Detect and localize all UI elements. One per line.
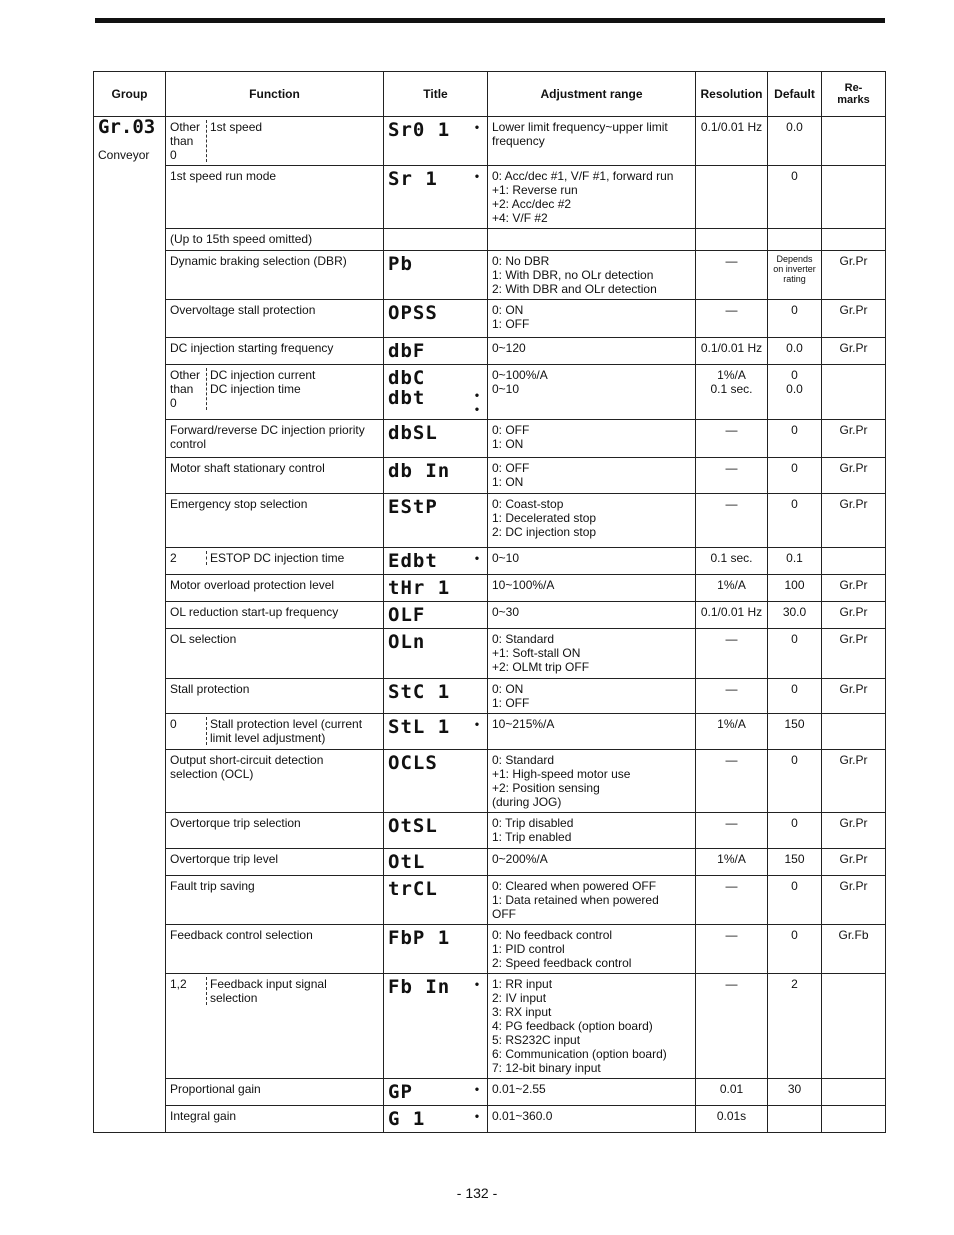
resolution-cell: 0.1/0.01 Hz xyxy=(696,338,768,365)
title-code: OLF xyxy=(388,604,426,626)
function-label: Forward/reverse DC injection priority control xyxy=(170,423,365,451)
table-row xyxy=(94,813,886,849)
parameter-table xyxy=(93,71,886,1133)
table-row xyxy=(94,300,886,338)
resolution-cell: — xyxy=(696,300,768,338)
title-code: OtSL xyxy=(388,815,438,837)
page-number: - 132 - xyxy=(456,1185,498,1201)
range-cell: 0: ON 1: OFF xyxy=(488,679,696,714)
resolution-cell: — xyxy=(696,876,768,925)
range-cell: 0~30 xyxy=(488,602,696,629)
title-code: G 1 xyxy=(388,1108,426,1130)
title-cell xyxy=(384,338,488,365)
table-row xyxy=(94,117,886,166)
title-code: OLn xyxy=(388,631,426,653)
title-code: dbF xyxy=(388,340,426,362)
function-label: Feedback control selection xyxy=(170,928,313,942)
title-cell xyxy=(384,714,488,750)
function-label: Dynamic braking selection (DBR) xyxy=(170,254,347,268)
change-mark: • • xyxy=(474,388,480,416)
title-cell xyxy=(384,300,488,338)
function-cell xyxy=(166,1079,384,1106)
function-label: Motor shaft stationary control xyxy=(170,461,325,475)
resolution-cell: 1%/A xyxy=(696,575,768,602)
title-code: OtL xyxy=(388,851,426,873)
table-row xyxy=(94,365,886,420)
range-cell: 0~100%/A 0~10 xyxy=(488,365,696,420)
function-label: Stall protection level (current limit level adjustment) xyxy=(210,717,363,745)
remarks-cell: Gr.Pr xyxy=(822,602,886,629)
condition-label: Other than 0 xyxy=(170,368,207,410)
title-cell xyxy=(384,548,488,575)
table-row xyxy=(94,849,886,876)
table-row xyxy=(94,166,886,229)
header-group: Group xyxy=(94,72,166,117)
table-row xyxy=(94,494,886,548)
range-cell: 0~120 xyxy=(488,338,696,365)
function-label: ESTOP DC injection time xyxy=(210,551,345,565)
resolution-cell: — xyxy=(696,813,768,849)
remarks-cell xyxy=(822,1106,886,1133)
resolution-cell: 0.1/0.01 Hz xyxy=(696,602,768,629)
resolution-cell: 0.1 sec. xyxy=(696,548,768,575)
table-row xyxy=(94,602,886,629)
remarks-cell: Gr.Pr xyxy=(822,458,886,494)
resolution-cell: 1%/A xyxy=(696,849,768,876)
title-code: GP xyxy=(388,1081,413,1103)
range-cell: 0: OFF 1: ON xyxy=(488,458,696,494)
default-cell: 0.0 xyxy=(768,117,822,166)
range-cell: 0: ON 1: OFF xyxy=(488,300,696,338)
function-label: Fault trip saving xyxy=(170,879,255,893)
default-cell: 100 xyxy=(768,575,822,602)
default-cell: 0.1 xyxy=(768,548,822,575)
table-row xyxy=(94,925,886,974)
default-cell: 0 xyxy=(768,458,822,494)
remarks-cell: Gr.Pr xyxy=(822,629,886,679)
function-cell xyxy=(166,679,384,714)
title-code: dbSL xyxy=(388,422,438,444)
table-row xyxy=(94,575,886,602)
default-cell: Depends on inverter rating xyxy=(768,251,822,300)
resolution-cell: — xyxy=(696,494,768,548)
title-cell xyxy=(384,1079,488,1106)
function-label: Motor overload protection level xyxy=(170,578,335,592)
default-cell: 0 xyxy=(768,494,822,548)
function-cell xyxy=(166,629,384,679)
default-cell: 0 xyxy=(768,300,822,338)
change-mark: • xyxy=(474,717,480,731)
remarks-cell xyxy=(822,229,886,251)
resolution-cell: — xyxy=(696,251,768,300)
function-label: OL selection xyxy=(170,632,237,646)
change-mark: • xyxy=(474,1109,480,1123)
range-cell: 0: Standard +1: Soft-stall ON +2: OLMt trip OFF xyxy=(488,629,696,679)
function-cell xyxy=(166,974,384,1079)
condition-label: 1,2 xyxy=(170,977,207,1005)
remarks-cell xyxy=(822,166,886,229)
function-cell xyxy=(166,251,384,300)
function-label: Overtorque trip level xyxy=(170,852,279,866)
title-code: FbP 1 xyxy=(388,927,451,949)
range-cell: 0~200%/A xyxy=(488,849,696,876)
resolution-cell: — xyxy=(696,974,768,1079)
remarks-cell: Gr.Pr xyxy=(822,494,886,548)
remarks-cell xyxy=(822,974,886,1079)
range-cell: 10~100%/A xyxy=(488,575,696,602)
title-code: StC 1 xyxy=(388,681,451,703)
resolution-cell xyxy=(696,166,768,229)
table-row xyxy=(94,974,886,1079)
function-label: Feedback input signal selection xyxy=(210,977,327,1005)
title-code: db In xyxy=(388,460,451,482)
default-cell: 0 xyxy=(768,876,822,925)
function-cell xyxy=(166,575,384,602)
function-cell xyxy=(166,365,384,420)
group-name: Conveyor xyxy=(98,148,150,162)
title-code: OPSS xyxy=(388,302,438,324)
resolution-cell: — xyxy=(696,629,768,679)
remarks-cell: Gr.Fb xyxy=(822,925,886,974)
remarks-cell xyxy=(822,365,886,420)
table-row xyxy=(94,714,886,750)
table-row xyxy=(94,251,886,300)
remarks-cell: Gr.Pr xyxy=(822,420,886,458)
function-label: 1st speed run mode xyxy=(170,169,277,183)
title-cell xyxy=(384,602,488,629)
function-label: DC injection starting frequency xyxy=(170,341,334,355)
table-row xyxy=(94,876,886,925)
default-cell: 150 xyxy=(768,714,822,750)
title-cell xyxy=(384,629,488,679)
function-label: (Up to 15th speed omitted) xyxy=(170,232,313,246)
header-default: Default xyxy=(768,72,822,117)
range-cell: 0~10 xyxy=(488,548,696,575)
condition-label: 2 xyxy=(170,551,207,565)
title-cell xyxy=(384,117,488,166)
title-code: Edbt xyxy=(388,550,438,572)
header-title: Title xyxy=(384,72,488,117)
remarks-cell: Gr.Pr xyxy=(822,679,886,714)
resolution-cell: — xyxy=(696,750,768,813)
resolution-cell: 1%/A 0.1 sec. xyxy=(696,365,768,420)
function-label: 1st speed xyxy=(210,120,263,134)
table-row xyxy=(94,420,886,458)
title-code: OCLS xyxy=(388,752,438,774)
function-cell xyxy=(166,166,384,229)
title-cell xyxy=(384,365,488,420)
function-label: Integral gain xyxy=(170,1109,237,1123)
default-cell: 150 xyxy=(768,849,822,876)
resolution-cell: — xyxy=(696,420,768,458)
title-cell xyxy=(384,750,488,813)
function-cell xyxy=(166,117,384,166)
function-cell xyxy=(166,849,384,876)
header-resolution: Resolution xyxy=(696,72,768,117)
remarks-cell: Gr.Pr xyxy=(822,813,886,849)
remarks-cell: Gr.Pr xyxy=(822,876,886,925)
header-row xyxy=(94,72,886,117)
default-cell: 0 xyxy=(768,166,822,229)
title-cell xyxy=(384,876,488,925)
function-cell xyxy=(166,458,384,494)
condition-label: 0 xyxy=(170,717,207,745)
table-row xyxy=(94,750,886,813)
function-label: Overtorque trip selection xyxy=(170,816,301,830)
table-row xyxy=(94,229,886,251)
group-cell xyxy=(94,117,166,1133)
function-label: Proportional gain xyxy=(170,1082,261,1096)
range-cell: 0: Acc/dec #1, V/F #1, forward run +1: Reverse run +2: Acc/dec #2 +4: V/F #2 xyxy=(488,166,696,229)
resolution-cell: — xyxy=(696,679,768,714)
remarks-cell xyxy=(822,548,886,575)
default-cell: 0 xyxy=(768,813,822,849)
function-label: DC injection current DC injection time xyxy=(210,368,316,396)
table-row xyxy=(94,629,886,679)
default-cell: 0.0 xyxy=(768,338,822,365)
change-mark: • xyxy=(474,120,480,134)
remarks-cell: Gr.Pr xyxy=(822,251,886,300)
title-cell xyxy=(384,925,488,974)
resolution-cell: 0.01 xyxy=(696,1079,768,1106)
table-row xyxy=(94,548,886,575)
function-cell xyxy=(166,494,384,548)
change-mark: • xyxy=(474,977,480,991)
function-cell xyxy=(166,750,384,813)
title-code: tHr 1 xyxy=(388,577,451,599)
remarks-cell xyxy=(822,1079,886,1106)
title-cell xyxy=(384,251,488,300)
title-code: Pb xyxy=(388,253,413,275)
title-cell xyxy=(384,974,488,1079)
top-rule xyxy=(95,18,885,23)
function-cell xyxy=(166,602,384,629)
title-code: StL 1 xyxy=(388,716,451,738)
title-cell xyxy=(384,575,488,602)
title-cell xyxy=(384,229,488,251)
function-label: Output short-circuit detection selection (OCL) xyxy=(170,753,324,781)
range-cell: 10~215%/A xyxy=(488,714,696,750)
header-function: Function xyxy=(166,72,384,117)
function-cell xyxy=(166,925,384,974)
table-row xyxy=(94,1079,886,1106)
resolution-cell: — xyxy=(696,458,768,494)
title-cell xyxy=(384,849,488,876)
default-cell xyxy=(768,229,822,251)
change-mark: • xyxy=(474,1082,480,1096)
default-cell: 0 xyxy=(768,679,822,714)
range-cell: 1: RR input 2: IV input 3: RX input 4: PG feedback (option board) 5: RS232C input 6: Communication (option board) 7: 12-bit binary input xyxy=(488,974,696,1079)
resolution-cell xyxy=(696,229,768,251)
default-cell: 0 xyxy=(768,629,822,679)
remarks-cell: Gr.Pr xyxy=(822,849,886,876)
function-cell xyxy=(166,300,384,338)
resolution-cell: 0.1/0.01 Hz xyxy=(696,117,768,166)
default-cell: 30.0 xyxy=(768,602,822,629)
range-cell: Lower limit frequency~upper limit frequency xyxy=(488,117,696,166)
function-cell xyxy=(166,876,384,925)
function-cell xyxy=(166,1106,384,1133)
title-code: Sr 1 xyxy=(388,168,438,190)
default-cell: 2 xyxy=(768,974,822,1079)
change-mark: • xyxy=(474,551,480,565)
range-cell: 0: Trip disabled 1: Trip enabled xyxy=(488,813,696,849)
remarks-cell xyxy=(822,714,886,750)
range-cell: 0: Standard +1: High-speed motor use +2: Position sensing (during JOG) xyxy=(488,750,696,813)
title-code: dbC dbt xyxy=(388,367,426,409)
function-cell xyxy=(166,813,384,849)
function-label: Emergency stop selection xyxy=(170,497,308,511)
resolution-cell: — xyxy=(696,925,768,974)
header-remarks: Re- marks xyxy=(822,72,886,117)
function-cell xyxy=(166,714,384,750)
range-cell: 0: Cleared when powered OFF 1: Data retained when powered OFF xyxy=(488,876,696,925)
function-cell xyxy=(166,548,384,575)
table-row xyxy=(94,338,886,365)
function-cell xyxy=(166,229,384,251)
remarks-cell: Gr.Pr xyxy=(822,750,886,813)
default-cell: 0 xyxy=(768,420,822,458)
header-range: Adjustment range xyxy=(488,72,696,117)
table-row xyxy=(94,1106,886,1133)
title-cell xyxy=(384,1106,488,1133)
group-code: Gr.03 xyxy=(98,116,156,138)
function-label: Overvoltage stall protection xyxy=(170,303,316,317)
default-cell: 30 xyxy=(768,1079,822,1106)
title-code: Fb In xyxy=(388,976,451,998)
function-cell xyxy=(166,420,384,458)
title-cell xyxy=(384,420,488,458)
change-mark: • xyxy=(474,169,480,183)
default-cell xyxy=(768,1106,822,1133)
function-label: OL reduction start-up frequency xyxy=(170,605,339,619)
title-cell xyxy=(384,679,488,714)
title-cell xyxy=(384,458,488,494)
function-label: Stall protection xyxy=(170,682,250,696)
remarks-cell xyxy=(822,117,886,166)
remarks-cell: Gr.Pr xyxy=(822,575,886,602)
title-code: trCL xyxy=(388,878,438,900)
remarks-cell: Gr.Pr xyxy=(822,300,886,338)
default-cell: 0 0.0 xyxy=(768,365,822,420)
remarks-cell: Gr.Pr xyxy=(822,338,886,365)
default-cell: 0 xyxy=(768,750,822,813)
default-cell: 0 xyxy=(768,925,822,974)
title-cell xyxy=(384,494,488,548)
title-code: EStP xyxy=(388,496,438,518)
range-cell: 0.01~2.55 xyxy=(488,1079,696,1106)
title-cell xyxy=(384,813,488,849)
range-cell: 0: No DBR 1: With DBR, no OLr detection 2: With DBR and OLr detection xyxy=(488,251,696,300)
range-cell: 0: OFF 1: ON xyxy=(488,420,696,458)
title-cell xyxy=(384,166,488,229)
table-row xyxy=(94,679,886,714)
range-cell xyxy=(488,229,696,251)
range-cell: 0.01~360.0 xyxy=(488,1106,696,1133)
table-row xyxy=(94,458,886,494)
range-cell: 0: No feedback control 1: PID control 2: Speed feedback control xyxy=(488,925,696,974)
range-cell: 0: Coast-stop 1: Decelerated stop 2: DC injection stop xyxy=(488,494,696,548)
resolution-cell: 0.01s xyxy=(696,1106,768,1133)
title-code: Sr0 1 xyxy=(388,119,451,141)
function-cell xyxy=(166,338,384,365)
condition-label: Other than 0 xyxy=(170,120,207,162)
resolution-cell: 1%/A xyxy=(696,714,768,750)
